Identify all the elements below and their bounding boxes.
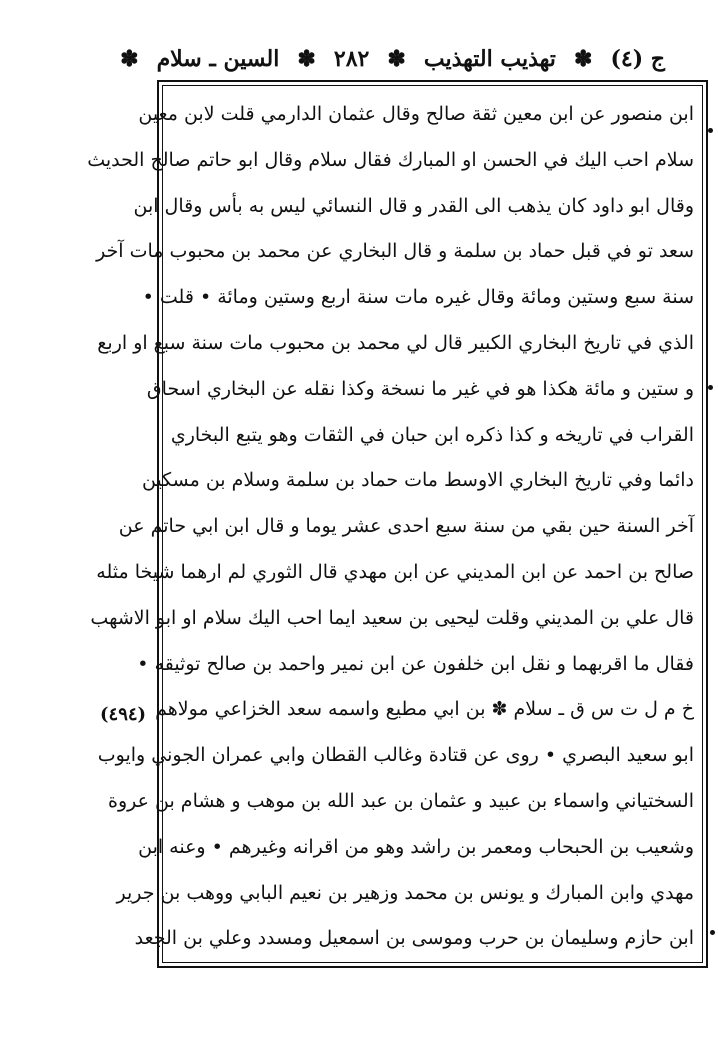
ornament-icon: ✽	[120, 46, 139, 72]
text-line: ابو سعيد البصري • روى عن قتادة وغالب القطان وابي عمران الجوني وايوب	[97, 744, 694, 767]
text-line: صالح بن احمد عن ابن المديني عن ابن مهدي قال الثوري لم ارهما شيخا مثله	[96, 560, 694, 583]
ornament-icon: ✽	[573, 46, 593, 72]
text-line: ابن منصور عن ابن معين ثقة صالح وقال عثمان الدارمي قلت لابن معين	[138, 103, 694, 125]
text-line: وقال ابو داود كان يذهب الى القدر و قال النسائي ليس به بأس وقال ابن	[133, 194, 694, 217]
text-line: القراب في تاريخه و كذا ذكره ابن حبان في الثقات وهو يتبع البخاري	[170, 423, 694, 446]
volume-label: ج (٤)	[610, 46, 665, 72]
text-line: و ستين و مائة هكذا هو في غير ما نسخة وكذا نقله عن البخاري اسحاق	[146, 377, 694, 400]
text-line: مهدي وابن المبارك و يونس بن محمد وزهير بن نعيم البابي ووهب بن جرير	[116, 881, 694, 904]
text-line: سلام احب اليك في الحسن او المبارك فقال سلام وقال ابو حاتم صالح الحديث	[87, 148, 694, 171]
margin-dot	[708, 385, 713, 390]
text-line: قال علي بن المديني وقلت ليحيى بن سعيد ايما احب اليك سلام او ابو الاشهب	[90, 606, 694, 629]
text-line: سنة سبع وستين ومائة وقال غيره مات سنة اربع وستين ومائة • قلت •	[142, 286, 694, 309]
page-header	[120, 40, 665, 78]
text-line: سعد تو في قبل حماد بن سلمة و قال البخاري عن محمد بن محبوب مات آخر	[96, 240, 694, 263]
ornament-icon: ✽	[297, 46, 316, 72]
text-line: وشعيب بن الحبحاب ومعمر بن راشد وهو من اقرانه وغيرهم • وعنه ابن	[138, 835, 694, 858]
section-title: السين ـ سلام	[156, 46, 280, 72]
entry-heading-line: خ م ل ت س ق ـ سلام ✽ بن ابي مطيع واسمه سعد الخزاعي مولاهم	[155, 698, 694, 721]
text-line: آخر السنة حين بقي من سنة سبع احدى عشر يوما و قال ابن ابي حاتم عن	[118, 515, 694, 538]
margin-dot	[708, 128, 713, 133]
text-line: ابن حازم وسليمان بن حرب وموسى بن اسمعيل ومسدد وعلي بن الجعد	[134, 927, 694, 950]
entry-number: (٤٩٤)	[100, 704, 147, 725]
text-line: فقال ما اقربهما و نقل ابن خلفون عن ابن نمير واحمد بن صالح توثيقه •	[137, 652, 694, 675]
book-title: تهذيب التهذيب	[423, 46, 556, 72]
text-line: الذي في تاريخ البخاري الكبير قال لي محمد بن محبوب مات سنة سبع او اربع	[97, 331, 694, 354]
text-line: دائما وفي تاريخ البخاري الاوسط مات حماد بن سلمة وسلام بن مسكين	[141, 469, 694, 492]
ornament-icon: ✽	[387, 46, 406, 72]
page-number: ٢٨٢	[333, 46, 370, 72]
text-line: السختياني واسماء بن عبيد و عثمان بن عبد الله بن موهب و هشام بن عروة	[108, 789, 694, 812]
margin-dot	[710, 930, 715, 935]
